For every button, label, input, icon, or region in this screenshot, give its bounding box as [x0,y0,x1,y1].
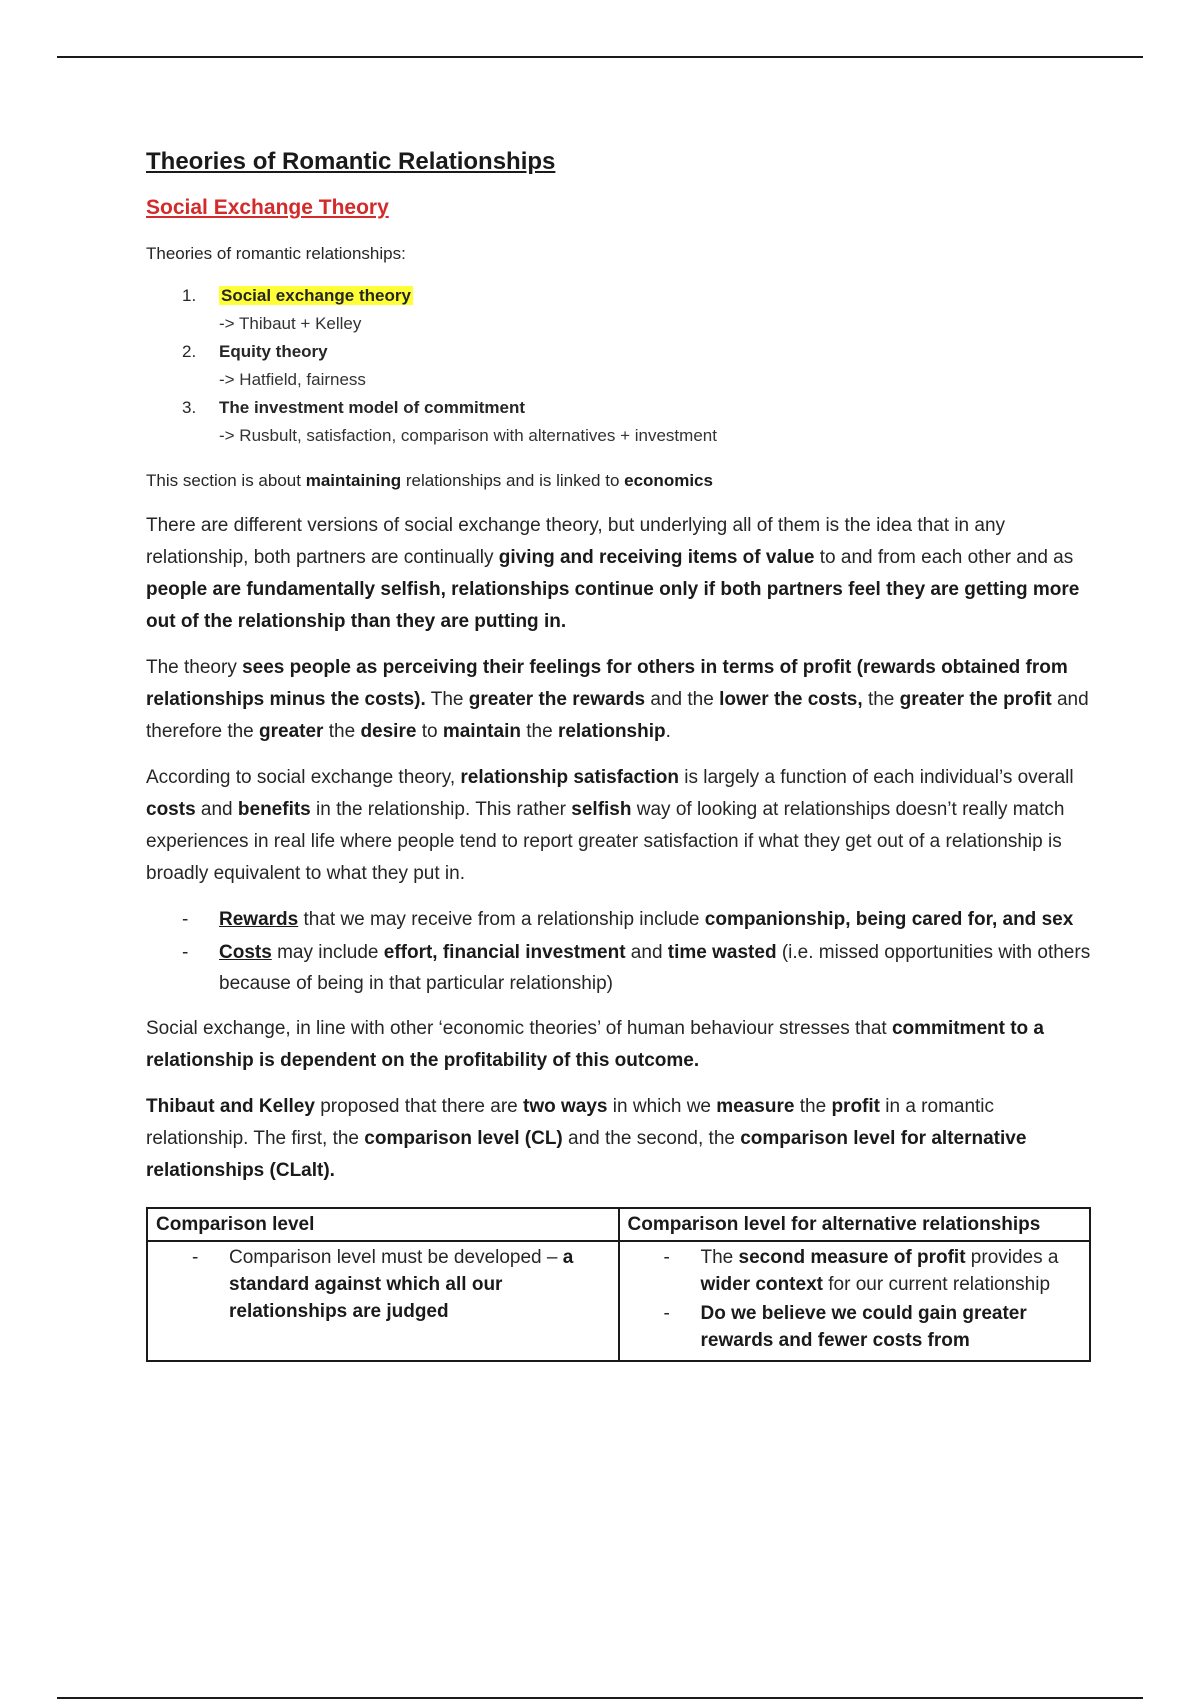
paragraph-satisfaction: According to social exchange theory, relationship satisfaction is largely a function of each individual’s overall costs and benefits in the relationship. This rather selfish way of looking at relationships doesn’t really match experiences in real life where people tend to report greater satisfaction if what they get out of a relationship is broadly equivalent to what they put in. [146,767,1074,884]
list-item: - Do we believe we could gain greater rewards and fewer costs from [663,1303,1027,1351]
table-header-row [147,1208,1090,1241]
paragraph-profit: The theory sees people as perceiving their feelings for others in terms of profit (rewards obtained from relationships minus the costs). The greater the rewards and the lower the costs, the greater the profit and therefore the greater the desire to maintain the relationship. [146,657,1089,742]
list-item: - The second measure of profit provides a wider context for our current relationship [663,1247,1059,1295]
column-header: Comparison level for alternative relationships [619,1208,1091,1241]
header-rule [57,56,1143,58]
table-cell [147,1241,619,1361]
section-note: This section is about maintaining relationships and is linked to economics [146,471,713,490]
column-header: Comparison level [147,1208,619,1241]
footer-rule [57,1697,1143,1699]
theory-name: The investment model of commitment [219,398,526,417]
table-cell [619,1241,1091,1361]
list-item [146,394,1092,450]
list-item: - Costs may include effort, financial investment and time wasted (i.e. missed opportunities with others because of being in that particular relationship) [146,937,1092,999]
paragraph-versions: There are different versions of social exchange theory, but underlying all of them is the idea that in any relationship, both partners are continually giving and receiving items of value to and from each other and as people are fundamentally selfish, relationships continue only if both partners feel they are getting more out of the relationship than they are putting in. [146,515,1080,632]
dash-bullet: - [182,942,189,963]
theory-detail: -> Thibaut + Kelley [219,314,362,333]
intro-text: Theories of romantic relationships: [146,244,406,263]
theory-detail: -> Rusbult, satisfaction, comparison with alternatives + investment [219,426,717,445]
paragraph-thibaut-kelley: Thibaut and Kelley proposed that there are two ways in which we measure the profit in a romantic relationship. The first, the comparison level (CL) and the second, the comparison level for alternative relationships (CLalt). [146,1096,1027,1181]
document-page [146,140,1092,1362]
theories-list [146,282,1092,450]
theory-name: Social exchange theory [221,286,411,305]
paragraph-economic: Social exchange, in line with other ‘economic theories’ of human behaviour stresses that commitment to a relationship is dependent on the profitability of this outcome. [146,1018,1045,1071]
dash-bullet: - [182,909,189,930]
theory-detail: -> Hatfield, fairness [219,370,366,389]
page-title: Theories of Romantic Relationships [146,148,556,175]
theory-name: Equity theory [219,342,328,361]
rewards-costs-list [146,904,1092,999]
list-item [146,338,1092,394]
section-heading: Social Exchange Theory [146,196,389,219]
list-number: 2. [182,342,197,361]
table-row [147,1241,1090,1361]
list-item: - Rewards that we may receive from a relationship include companionship, being cared for, and sex [146,904,1092,935]
list-number: 1. [182,286,197,305]
comparison-table [146,1207,1091,1362]
list-number: 3. [182,398,197,417]
list-item [146,282,1092,338]
list-item: - Comparison level must be developed – a standard against which all our relationships are judged [192,1247,574,1322]
